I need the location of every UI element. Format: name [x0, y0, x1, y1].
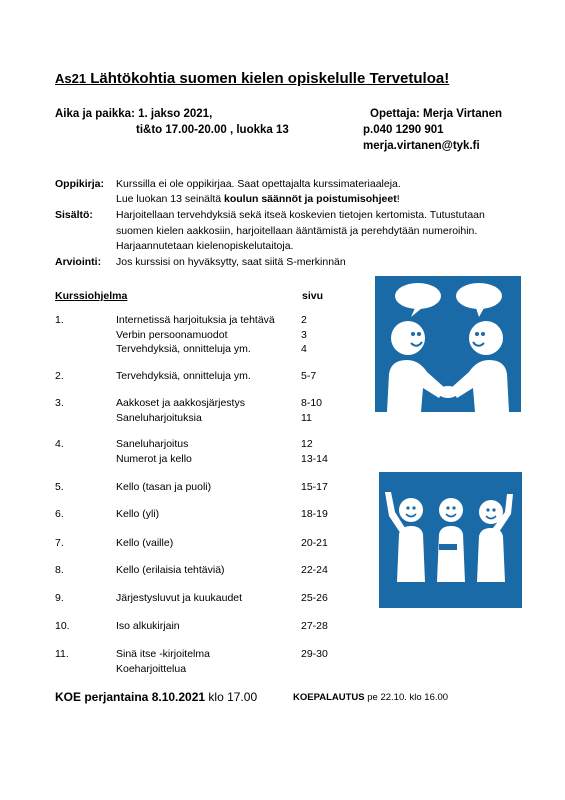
oppikirja-line1: Kurssilla ei ole oppikirjaa. Saat opettajalta kurssimateriaaleja. [116, 178, 401, 190]
schedule-row-page: 8-10 [301, 397, 323, 409]
teacher-phone: p.040 1290 901 [363, 124, 444, 136]
time-place-line1: Aika ja paikka: 1. jakso 2021, [55, 108, 213, 120]
schedule-row-number: 3. [55, 397, 64, 409]
schedule-row-page: 5-7 [301, 370, 317, 382]
group-greeting-pictogram [379, 472, 522, 608]
schedule-row-number: 4. [55, 438, 64, 450]
teacher-email: merja.virtanen@tyk.fi [363, 140, 480, 152]
schedule-row-topic: Tervehdyksiä, onnitteluja ym. [116, 343, 251, 355]
schedule-row-topic: Järjestysluvut ja kuukaudet [116, 592, 243, 604]
schedule-row-page: 27-28 [301, 620, 328, 632]
welcome-text: Tervetuloa! [369, 70, 450, 87]
arviointi-text: Jos kurssisi on hyväksytty, saat siitä S-merkinnän [116, 256, 346, 268]
schedule-row-topic: Kello (erilaisia tehtäviä) [116, 564, 225, 576]
schedule-row-number: 11. [55, 648, 69, 660]
schedule-row-topic: Sinä itse -kirjoitelma [116, 648, 210, 660]
schedule-row-number: 8. [55, 564, 64, 576]
schedule-row-page: 29-30 [301, 648, 328, 660]
schedule-row-page: 11 [301, 411, 312, 424]
oppikirja-label: Oppikirja: [55, 178, 105, 190]
oppikirja-line2-end: ! [396, 193, 400, 205]
schedule-row-number: 7. [55, 537, 64, 549]
schedule-row-page: 13-14 [301, 452, 328, 465]
schedule-header: Kurssiohjelma [55, 290, 128, 302]
schedule-row-page: 15-17 [301, 481, 328, 493]
schedule-row-page: 3 [301, 328, 307, 341]
sisalto-line3: Harjaannutetaan kielenopiskelutaitoja. [116, 240, 294, 252]
schedule-row-page: 18-19 [301, 508, 328, 520]
schedule-row-topic: Tervehdyksiä, onnitteluja ym. [116, 370, 251, 382]
schedule-row-topic: Kello (yli) [116, 508, 160, 520]
schedule-row-topic: Saneluharjoituksia [116, 411, 202, 424]
schedule-row-number: 10. [55, 620, 70, 632]
exam-info [55, 690, 257, 704]
teacher-name: Opettaja: Merja Virtanen [370, 108, 503, 120]
handshake-icon [375, 276, 521, 412]
schedule-row-topic: Verbin persoonamuodot [116, 328, 228, 341]
schedule-row-number: 5. [55, 481, 64, 493]
exam-time: klo 17.00 [205, 690, 258, 704]
schedule-row-topic: Numerot ja kello [116, 452, 192, 465]
schedule-row-topic: Kello (tasan ja puoli) [116, 481, 212, 493]
handshake-pictogram [375, 276, 521, 412]
schedule-row-page: 12 [301, 438, 313, 450]
rules-highlight: koulun säännöt ja poistumisohjeet [224, 193, 397, 205]
sisalto-line1: Harjoitellaan tervehdyksiä sekä itseä koskevien tietojen kertomista. Tutustutaan [116, 209, 485, 221]
arviointi-label: Arviointi: [55, 256, 102, 268]
oppikirja-line2 [116, 192, 400, 207]
schedule-row-topic: Saneluharjoitus [116, 438, 189, 450]
page-title [55, 70, 449, 87]
oppikirja-line2-text: Lue luokan 13 seinältä [116, 193, 224, 205]
schedule-row-topic: Koeharjoittelua [116, 662, 187, 675]
schedule-row-topic: Aakkoset ja aakkosjärjestys [116, 397, 245, 409]
sisalto-line2: suomen kielen aakkosiin, harjoitellaan ääntämistä ja perehdytään numeroihin. [116, 225, 478, 237]
schedule-row-number: 9. [55, 592, 64, 604]
time-place-line2: ti&to 17.00-20.00 , luokka 13 [136, 124, 289, 136]
feedback-info [293, 692, 448, 703]
schedule-row-number: 2. [55, 370, 64, 382]
schedule-row-number: 1. [55, 314, 64, 326]
feedback-time: pe 22.10. klo 16.00 [364, 692, 449, 703]
schedule-row-page: 22-24 [301, 564, 328, 576]
sisalto-label: Sisältö: [55, 209, 93, 221]
schedule-row-topic: Internetissä harjoituksia ja tehtävä [116, 314, 275, 326]
course-name: Lähtökohtia suomen kielen opiskelulle [90, 70, 366, 87]
schedule-row-topic: Kello (vaille) [116, 537, 174, 549]
schedule-row-page: 25-26 [301, 592, 328, 604]
group-greeting-icon [379, 472, 522, 608]
schedule-row-number: 6. [55, 508, 64, 520]
exam-date: KOE perjantaina 8.10.2021 [55, 690, 206, 704]
schedule-row-page: 2 [301, 314, 307, 326]
schedule-row-page: 20-21 [301, 537, 328, 549]
schedule-row-page: 4 [301, 343, 307, 355]
schedule-row-topic: Iso alkukirjain [116, 620, 180, 632]
course-code: As21 [55, 71, 87, 86]
schedule-page-header: sivu [302, 290, 324, 302]
feedback-label: KOEPALAUTUS [293, 692, 365, 703]
